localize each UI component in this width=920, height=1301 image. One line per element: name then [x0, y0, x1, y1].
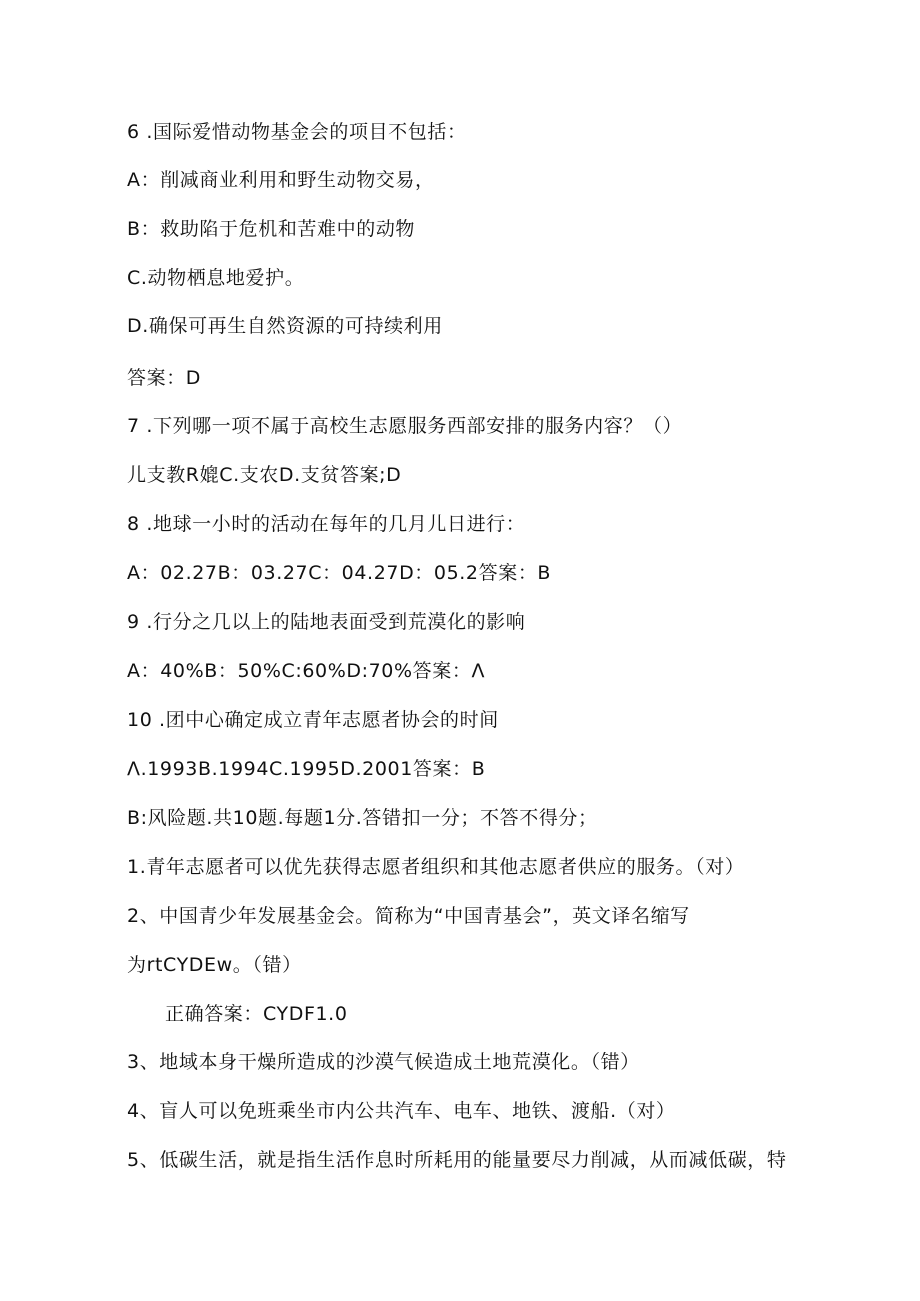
true-false-item-3: 3、地域本身干燥所造成的沙漠气候造成土地荒漠化。（错）: [127, 1051, 640, 1073]
question-6-answer: 答案：D: [127, 367, 202, 389]
question-6-option-c: C.动物栖息地爱护。: [127, 267, 305, 289]
question-10-options-answer: Λ.1993B.1994C.1995D.2001答案：B: [127, 758, 486, 780]
question-7-options-answer: 儿支教R媲C.支农D.支贫答案;D: [127, 464, 402, 486]
section-b-heading: B:风险题.共10题.每题1分.答错扣一分；不答不得分；: [127, 807, 598, 829]
true-false-item-5: 5、低碳生活，就是指生活作息时所耗用的能量要尽力削减，从而减低碳，特: [127, 1149, 787, 1171]
true-false-item-4: 4、盲人可以免班乘坐市内公共汽车、电车、地铁、渡船.（对）: [127, 1100, 676, 1122]
true-false-item-2-correction: 正确答案：CYDF1.0: [165, 1003, 348, 1025]
question-6-option-d: D.确保可再生自然资源的可持续利用: [127, 315, 443, 337]
question-6-option-a: A：削减商业利用和野生动物交易，: [127, 169, 435, 191]
true-false-item-1: 1.青年志愿者可以优先获得志愿者组织和其他志愿者供应的服务。（对）: [127, 856, 745, 878]
true-false-item-2: 2、中国青少年发展基金会。简称为“中国青基会”，英文译名缩写: [127, 905, 690, 927]
question-8-text: 8 .地球一小时的活动在每年的几月儿日进行：: [127, 513, 526, 535]
question-6-option-b: B：救助陷于危机和苦难中的动物: [127, 218, 416, 240]
question-10-text: 10 .团中心确定成立青年志愿者协会的时间: [127, 709, 499, 731]
question-6-text: 6 .国际爱惜动物基金会的项目不包括：: [127, 121, 467, 143]
question-9-text: 9 .行分之几以上的陆地表面受到荒漠化的影响: [127, 611, 526, 633]
question-7-text: 7 .下列哪一项不属于高校生志愿服务西部安排的服务内容？（）: [127, 415, 683, 437]
question-9-options-answer: A：40%B：50%C:60%D:70%答案：Λ: [127, 660, 486, 682]
true-false-item-2-continued: 为rtCYDEw。（错）: [127, 954, 302, 976]
question-8-options-answer: A：02.27B：03.27C：04.27D：05.2答案：B: [127, 562, 552, 584]
